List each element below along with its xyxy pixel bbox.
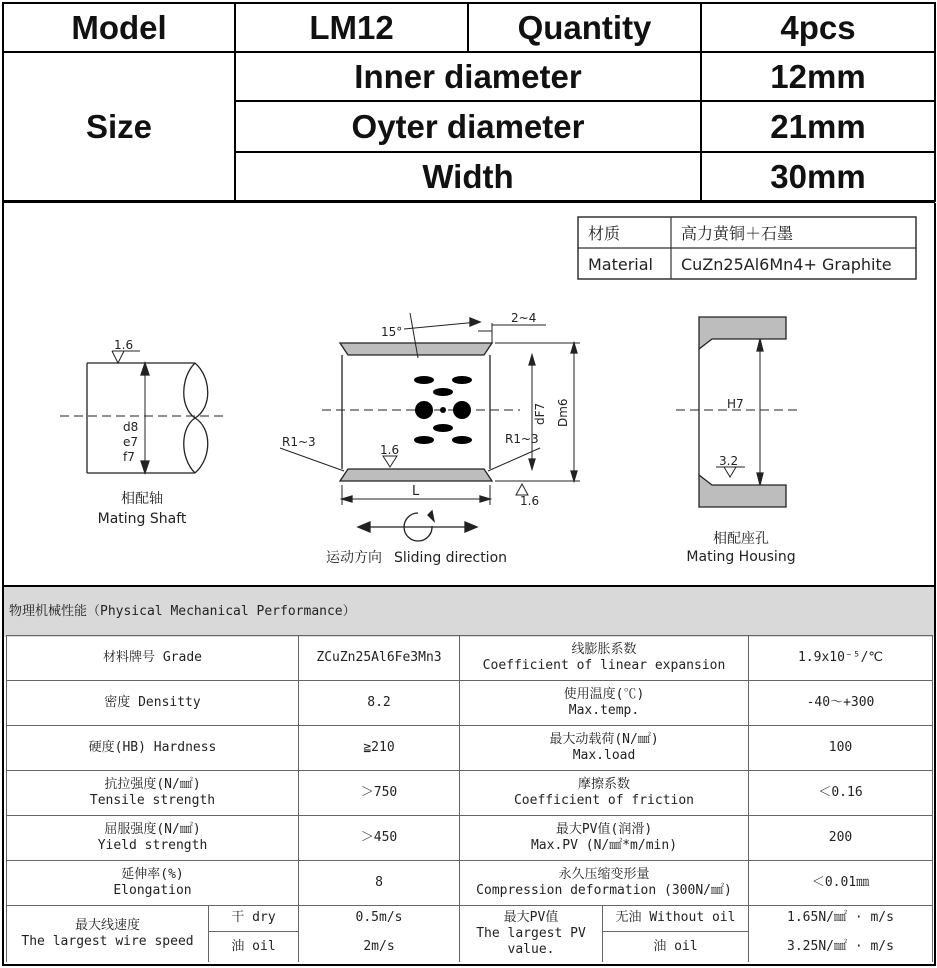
tensile-label-en: Tensile strength bbox=[89, 793, 216, 808]
without-oil-value: 1.65N/㎟ · m/s bbox=[787, 910, 894, 926]
bushing-caption-cn: 运动方向 bbox=[326, 550, 382, 566]
max-temp-label bbox=[460, 681, 748, 725]
shaft-tol-d8: d8 bbox=[123, 420, 139, 434]
friction-value: ＜0.16 bbox=[818, 784, 863, 800]
bushing-radius-right: R1~3 bbox=[505, 432, 539, 446]
friction-label-cn: 摩擦系数 bbox=[577, 776, 630, 792]
max-pv-lubricated-label-en: Max.PV (N/㎟*m/min) bbox=[530, 838, 678, 853]
housing-caption-cn: 相配座孔 bbox=[713, 531, 769, 547]
model-label: Model bbox=[71, 8, 167, 46]
max-load-label-en: Max.load bbox=[572, 748, 636, 763]
material-en-value: CuZn25Al6Mn4+ Graphite bbox=[681, 255, 892, 274]
friction-label bbox=[460, 771, 748, 815]
tensile-value: ＞750 bbox=[360, 784, 398, 800]
housing-tolerance: H7 bbox=[727, 397, 744, 411]
wire-speed-label-en: The largest wire speed bbox=[21, 934, 194, 949]
hardness-label: 硬度(HB) Hardness bbox=[88, 739, 217, 755]
mating-shaft bbox=[60, 351, 225, 473]
bushing-chamfer: 2~4 bbox=[511, 311, 537, 325]
width-label: Width bbox=[422, 157, 514, 195]
shaft-roughness: 1.6 bbox=[114, 338, 134, 352]
housing-caption-en: Mating Housing bbox=[686, 549, 796, 565]
max-temp-value: -40～+300 bbox=[806, 694, 875, 710]
linear-expansion-label-cn: 线膨胀系数 bbox=[571, 641, 637, 657]
material-cn-label: 材质 bbox=[588, 224, 621, 243]
dry-value: 0.5m/s bbox=[355, 910, 403, 926]
wire-speed-label-cn: 最大线速度 bbox=[74, 917, 140, 933]
outer-diameter-value: 21mm bbox=[770, 107, 866, 145]
without-oil-label: 无油 Without oil bbox=[615, 910, 736, 926]
largest-pv-label-cn: 最大PV值 bbox=[503, 909, 559, 925]
oil-value: 2m/s bbox=[363, 938, 395, 954]
material-en-label: Material bbox=[588, 255, 653, 274]
width-value: 30mm bbox=[770, 157, 866, 195]
technical-drawing bbox=[0, 203, 937, 586]
quantity-value: 4pcs bbox=[780, 8, 856, 46]
max-pv-lubricated-value: 200 bbox=[828, 829, 853, 845]
max-temp-label-en: Max.temp. bbox=[568, 703, 640, 718]
density-value: 8.2 bbox=[367, 694, 391, 710]
bushing-radius-left: R1~3 bbox=[282, 435, 316, 449]
housing-roughness: 3.2 bbox=[719, 454, 739, 468]
model-value: LM12 bbox=[309, 8, 394, 46]
density-label: 密度 Densitty bbox=[104, 694, 201, 710]
wire-speed-label bbox=[7, 906, 208, 962]
largest-pv-label-en: The largest PV value. bbox=[476, 925, 586, 958]
elongation-label-cn: 延伸率(%) bbox=[121, 866, 184, 882]
linear-expansion-value: 1.9x10⁻⁵/℃ bbox=[797, 649, 884, 665]
yield-label-en: Yield strength bbox=[97, 838, 208, 853]
max-load-label bbox=[460, 726, 748, 770]
shaft-tol-e7: e7 bbox=[123, 435, 139, 449]
mating-housing bbox=[676, 317, 797, 507]
inner-diameter-value: 12mm bbox=[770, 57, 866, 95]
yield-label-cn: 屈服强度(N/㎟) bbox=[104, 821, 201, 837]
oil2-label: 油 oil bbox=[653, 938, 698, 954]
compression-value: ＜0.01㎜ bbox=[811, 874, 870, 890]
linear-expansion-label bbox=[460, 636, 748, 680]
elongation-label bbox=[7, 861, 298, 905]
compression-label-en: Compression deformation (300N/㎟) bbox=[476, 883, 732, 898]
bushing-angle: 15° bbox=[381, 325, 403, 339]
bushing-outer-roughness: 1.6 bbox=[520, 494, 540, 508]
bushing-length-label: L bbox=[412, 484, 420, 499]
yield-value: ＞450 bbox=[360, 829, 398, 845]
compression-label bbox=[460, 861, 748, 905]
bushing-inner-tol: dF7 bbox=[533, 402, 547, 425]
max-load-value: 100 bbox=[828, 739, 853, 755]
inner-diameter-label: Inner diameter bbox=[354, 57, 582, 95]
performance-header: 物理机械性能（Physical Mechanical Performance） bbox=[4, 587, 934, 637]
oil2-value: 3.25N/㎟ · m/s bbox=[787, 938, 894, 954]
friction-label-en: Coefficient of friction bbox=[513, 793, 694, 808]
elongation-value: 8 bbox=[375, 874, 383, 890]
material-cn-value: 高力黄铜＋石墨 bbox=[681, 224, 794, 243]
largest-pv-label bbox=[460, 906, 602, 962]
yield-label bbox=[7, 816, 298, 860]
bushing-outer-tol: Dm6 bbox=[556, 398, 570, 427]
bushing-caption-en: Sliding direction bbox=[394, 550, 508, 566]
tensile-label-cn: 抗拉强度(N/㎟) bbox=[104, 776, 201, 792]
compression-label-cn: 永久压缩变形量 bbox=[558, 866, 650, 882]
elongation-label-en: Elongation bbox=[113, 883, 192, 898]
dry-label: 干 dry bbox=[231, 910, 276, 926]
shaft-caption-en: Mating Shaft bbox=[97, 511, 187, 527]
shaft-tol-f7: f7 bbox=[123, 450, 135, 464]
shaft-caption-cn: 相配轴 bbox=[121, 491, 163, 507]
max-temp-label-cn: 使用温度(℃) bbox=[563, 686, 645, 702]
max-pv-lubricated-label-cn: 最大PV值(润滑) bbox=[555, 821, 653, 837]
grade-value: ZCuZn25Al6Fe3Mn3 bbox=[316, 649, 442, 665]
bushing-inner-roughness: 1.6 bbox=[380, 443, 400, 457]
quantity-label: Quantity bbox=[517, 8, 652, 46]
oil-label: 油 oil bbox=[231, 938, 276, 954]
outer-diameter-label: Oyter diameter bbox=[351, 107, 585, 145]
max-load-label-cn: 最大动载荷(N/㎟) bbox=[549, 731, 659, 747]
size-label: Size bbox=[85, 107, 153, 145]
linear-expansion-label-en: Coefficient of linear expansion bbox=[482, 658, 726, 673]
material-box bbox=[578, 217, 916, 279]
grade-label: 材料牌号 Grade bbox=[103, 649, 202, 665]
tensile-label bbox=[7, 771, 298, 815]
max-pv-lubricated-label bbox=[460, 816, 748, 860]
hardness-value: ≧210 bbox=[363, 739, 395, 755]
